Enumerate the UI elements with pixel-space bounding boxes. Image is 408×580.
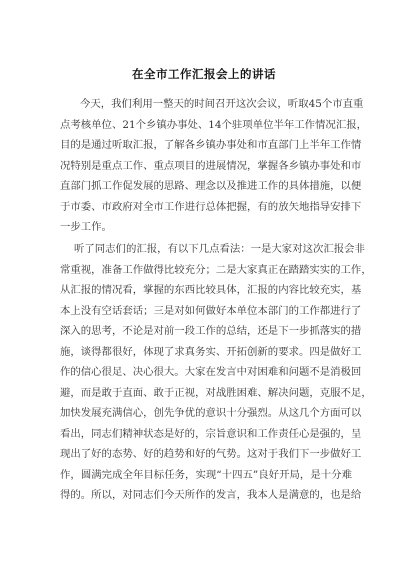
- paragraph-line: 深入的思考，不论是对前一段工作的总结，还是下一步抓落实的措: [60, 325, 362, 337]
- paragraph-line: 施，谈得都很好，体现了求真务实、开拓创新的要求。四是做好工: [60, 345, 362, 358]
- paragraph-line: 一步工作。: [60, 221, 112, 233]
- paragraph-line: 加快发展充满信心，创先争优的意识十分强烈。从这几个方面可以: [60, 407, 362, 419]
- paragraph-line: 现出了好的态势、好的趋势和好的气势。这对于我们下一步做好工: [60, 448, 362, 460]
- paragraph-line: 本上没有空话套话；三是对如何做好本单位本部门的工作都进行了: [60, 304, 362, 317]
- paragraph-line: 点考核单位、21个乡镇办事处、14个驻项单位半年工作情况汇报，: [60, 118, 367, 131]
- paragraph-line: 常重视，准备工作做得比较充分；二是大家真正在踏踏实实的工作，: [60, 263, 372, 276]
- paragraph-line: 听了同志们的汇报，有以下几点看法：一是大家对这次汇报会非: [74, 243, 365, 255]
- paragraph-line: 于市委、市政府对全市工作进行总体把握，有的放矢地指导安排下: [60, 200, 362, 213]
- paragraph-line: 直部门抓工作促发展的思路、理念以及推进工作的具体措施，以便: [60, 180, 362, 192]
- paragraph-line: 作，圆满完成全年目标任务，实现“十四五”良好开局，是十分难: [60, 468, 352, 481]
- paragraph-line: 得的。所以，对同志们今天所作的发言，我本人是满意的，也是给: [60, 489, 362, 501]
- document-title: 在全市工作汇报会上的讲话: [132, 67, 276, 81]
- paragraph-line: 从汇报的情况看，掌握的东西比较具体，汇报的内容比较充实，基: [60, 284, 362, 296]
- paragraph-line: 作的信心很足、决心很大。大家在发言中对困难和问题不是消极回: [60, 366, 362, 378]
- paragraph-1: [60, 94, 367, 238]
- paragraph-line: 目的是通过听取汇报，了解各乡镇办事处和市直部门上半年工作情: [60, 139, 362, 151]
- paragraph-line: 避，而是敢于直面、敢于正视，对战胜困难、解决问题，克服不足，: [60, 386, 372, 399]
- paragraph-line: 况特别是重点工作、重点项目的进展情况，掌握各乡镇办事处和市: [60, 159, 362, 172]
- paragraph-2: [60, 239, 372, 506]
- paragraph-line: 今天，我们利用一整天的时间召开这次会议，听取45个市直重: [80, 98, 364, 110]
- paragraph-line: 看出，同志们精神状态是好的，宗旨意识和工作责任心是强的，呈: [60, 427, 362, 440]
